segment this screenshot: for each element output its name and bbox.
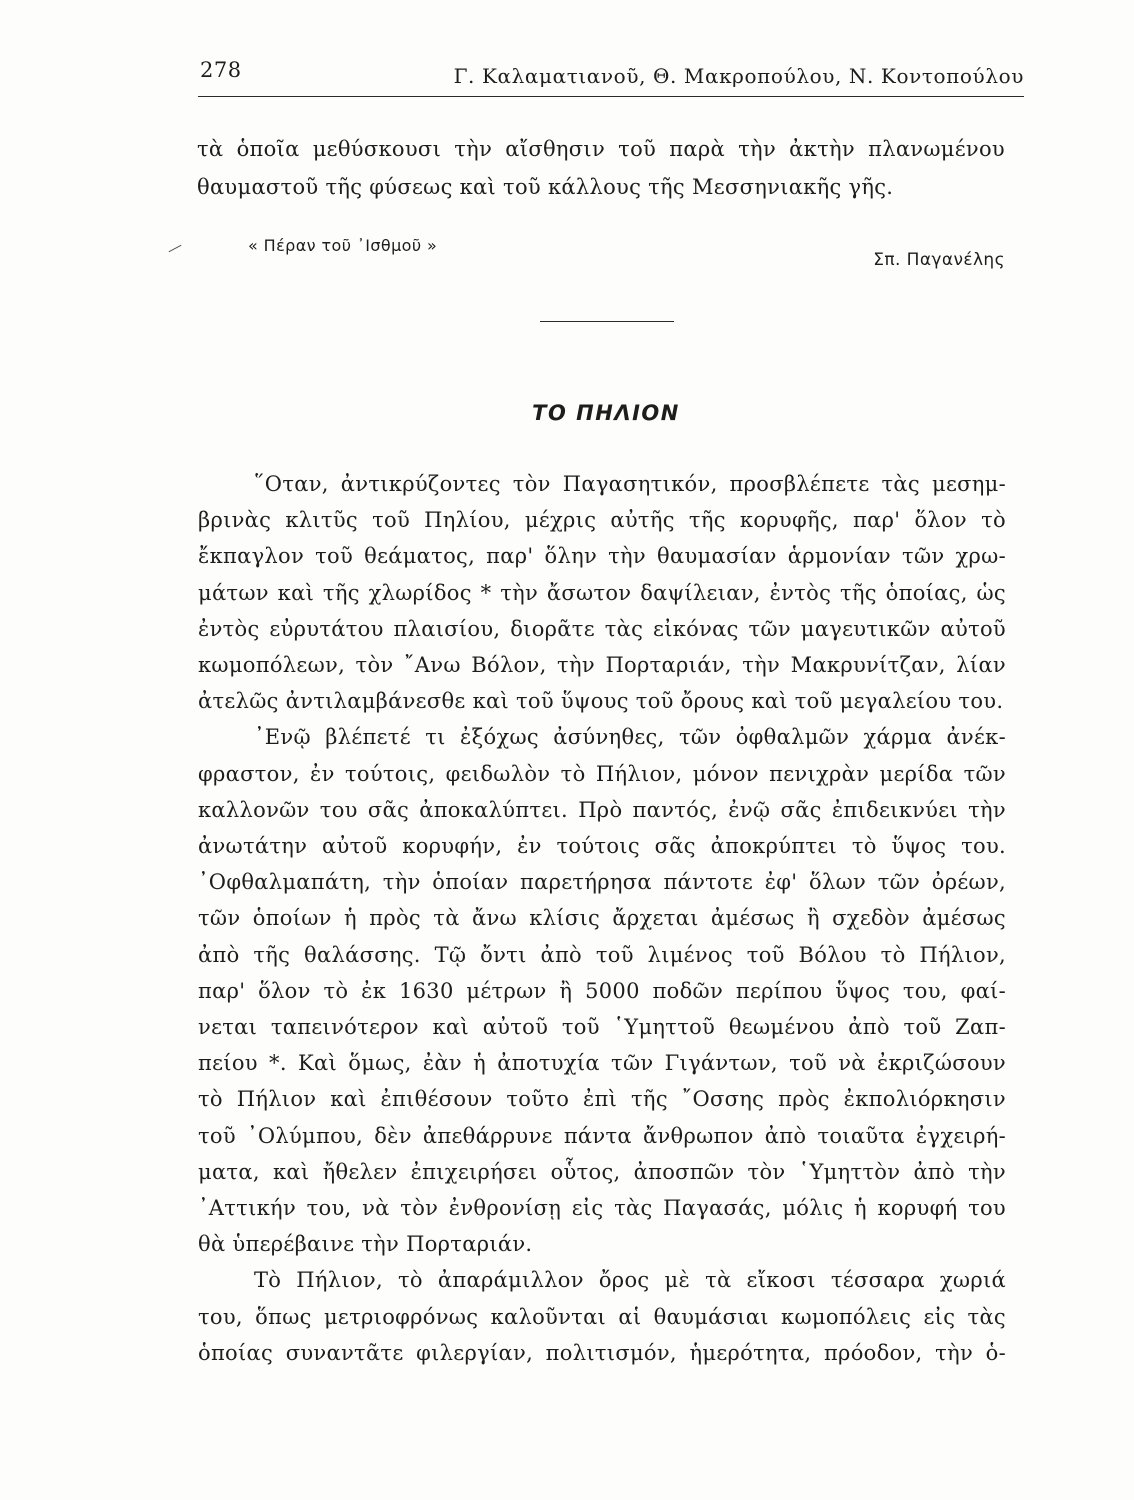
paragraph-2-line: τῶν ὁποίων ἡ πρὸς τὰ ἄνω κλίσις ἄρχεται ἀμέσως ἢ σχεδὸν ἀμέσως [198,906,1006,931]
paragraph-1-line: βρινὰς κλιτῦς τοῦ Πηλίου, μέχρις αὐτῆς τῆς κορυφῆς, παρ' ὅλον τὸ [198,508,1006,533]
source-citation: « Πέραν τοῦ ᾿Ισθμοῦ » [248,236,438,255]
paragraph-2-line: τὸ Πήλιον καὶ ἐπιθέσουν τοῦτο ἐπὶ τῆς ῎Οσσης πρὸς ἐκπολιόρκησιν [198,1087,1006,1112]
text-line: τὰ ὁποῖα μεθύσκουσι τὴν αἴσθησιν τοῦ παρὰ τὴν ἀκτὴν πλανωμένου [197,137,1005,161]
paragraph-3-line: Τὸ Πήλιον, τὸ ἀπαράμιλλον ὄρος μὲ τὰ εἴκοσι τέσσαρα χωριά [254,1268,1006,1293]
paragraph-2-line: ἀπὸ τῆς θαλάσσης. Τῷ ὄντι ἀπὸ τοῦ λιμένος τοῦ Βόλου τὸ Πήλιον, [198,942,1006,967]
paragraph-1-line: ἔκπαγλον τοῦ θεάματος, παρ' ὅλην τὴν θαυμασίαν ἁρμονίαν τῶν χρω- [198,544,1006,569]
paragraph-2-line: ᾿Ενῷ βλέπετέ τι ἐξόχως ἀσύνηθες, τῶν ὀφθαλμῶν χάρμα ἀνέκ- [254,725,1006,750]
header-rule [198,96,1024,97]
paragraph-2-line: τοῦ ᾿Ολύμπου, δὲν ἀπεθάρρυνε πάντα ἄνθρωπον ἀπὸ τοιαῦτα ἐγχειρή- [198,1123,1006,1148]
paragraph-2-line: θὰ ὑπερέβαινε τὴν Πορταριάν. [198,1232,533,1257]
scan-pen-mark [169,245,182,252]
paragraph-3-line: ὁποίας συναντᾶτε φιλεργίαν, πολιτισμόν, ἡμερότητα, πρόοδον, τὴν ὁ- [198,1340,1006,1365]
previous-section-text [197,130,1005,206]
paragraph-2-line: ἀνωτάτην αὐτοῦ κορυφήν, ἐν τούτοις σᾶς ἀποκρύπτει τὸ ὕψος του. [198,834,1006,859]
paragraph-1-line: ῞Οταν, ἀντικρύζοντες τὸν Παγασητικόν, προσβλέπετε τὰς μεσημ- [254,472,1006,496]
paragraph-2-line: ᾿Οφθαλμαπάτη, τὴν ὁποίαν παρετήρησα πάντοτε ἐφ' ὅλων τῶν ὀρέων, [198,870,1006,895]
paragraph-2-line: ματα, καὶ ἤθελεν ἐπιχειρήσει οὗτος, ἀποσπῶν τὸν ῾Υμηττὸν ἀπὸ τὴν [198,1159,1006,1184]
author-signature: Σπ. Παγανέλης [873,250,1005,270]
article-body [198,466,1006,1371]
paragraph-1-line: μάτων καὶ τῆς χλωρίδος * τὴν ἄσωτον δαψίλειαν, ἐντὸς τῆς ὁποίας, ὡς [198,580,1006,605]
running-head-authors: Γ. Καλαματιανοῦ, Θ. Μακροπούλου, Ν. Κοντοπούλου [453,64,1024,88]
article-title: ΤΟ ΠΗΛΙΟΝ [532,401,680,425]
page-number: 278 [200,58,242,82]
paragraph-2-line: ᾿Αττικήν του, νὰ τὸν ἐνθρονίσῃ εἰς τὰς Παγασάς, μόλις ἡ κορυφή του [198,1196,1006,1221]
paragraph-1-line: ἐντὸς εὐρυτάτου πλαισίου, διορᾶτε τὰς εἰκόνας τῶν μαγευτικῶν αὐτοῦ [198,616,1006,641]
text-line: θαυμαστοῦ τῆς φύσεως καὶ τοῦ κάλλους τῆς Μεσσηνιακῆς γῆς. [197,175,894,199]
paragraph-3-line: του, ὅπως μετριοφρόνως καλοῦνται αἱ θαυμάσιαι κωμοπόλεις εἰς τὰς [198,1304,1006,1329]
paragraph-2-line: πείου *. Καὶ ὅμως, ἐὰν ἡ ἀποτυχία τῶν Γιγάντων, τοῦ νὰ ἐκριζώσουν [198,1051,1006,1076]
paragraph-2-line: νεται ταπεινότερον καὶ αὐτοῦ τοῦ ῾Υμηττοῦ θεωμένου ἀπὸ τοῦ Ζαπ- [198,1015,1006,1040]
section-divider [540,321,674,322]
paragraph-1-line: κωμοπόλεων, τὸν ῎Ανω Βόλον, τὴν Πορταριάν, τὴν Μακρυνίτζαν, λίαν [198,653,1006,678]
paragraph-2-line: παρ' ὅλον τὸ ἐκ 1630 μέτρων ἢ 5000 ποδῶν περίπου ὕψος του, φαί- [198,978,1006,1003]
paragraph-2-line: καλλονῶν του σᾶς ἀποκαλύπτει. Πρὸ παντός, ἐνῷ σᾶς ἐπιδεικνύει τὴν [198,797,1006,822]
paragraph-1-line: ἀτελῶς ἀντιλαμβάνεσθε καὶ τοῦ ὕψους τοῦ ὄρους καὶ τοῦ μεγαλείου του. [198,689,1004,714]
paragraph-2-line: φραστον, ἐν τούτοις, φειδωλὸν τὸ Πήλιον, μόνον πενιχρὰν μερίδα τῶν [198,761,1006,786]
